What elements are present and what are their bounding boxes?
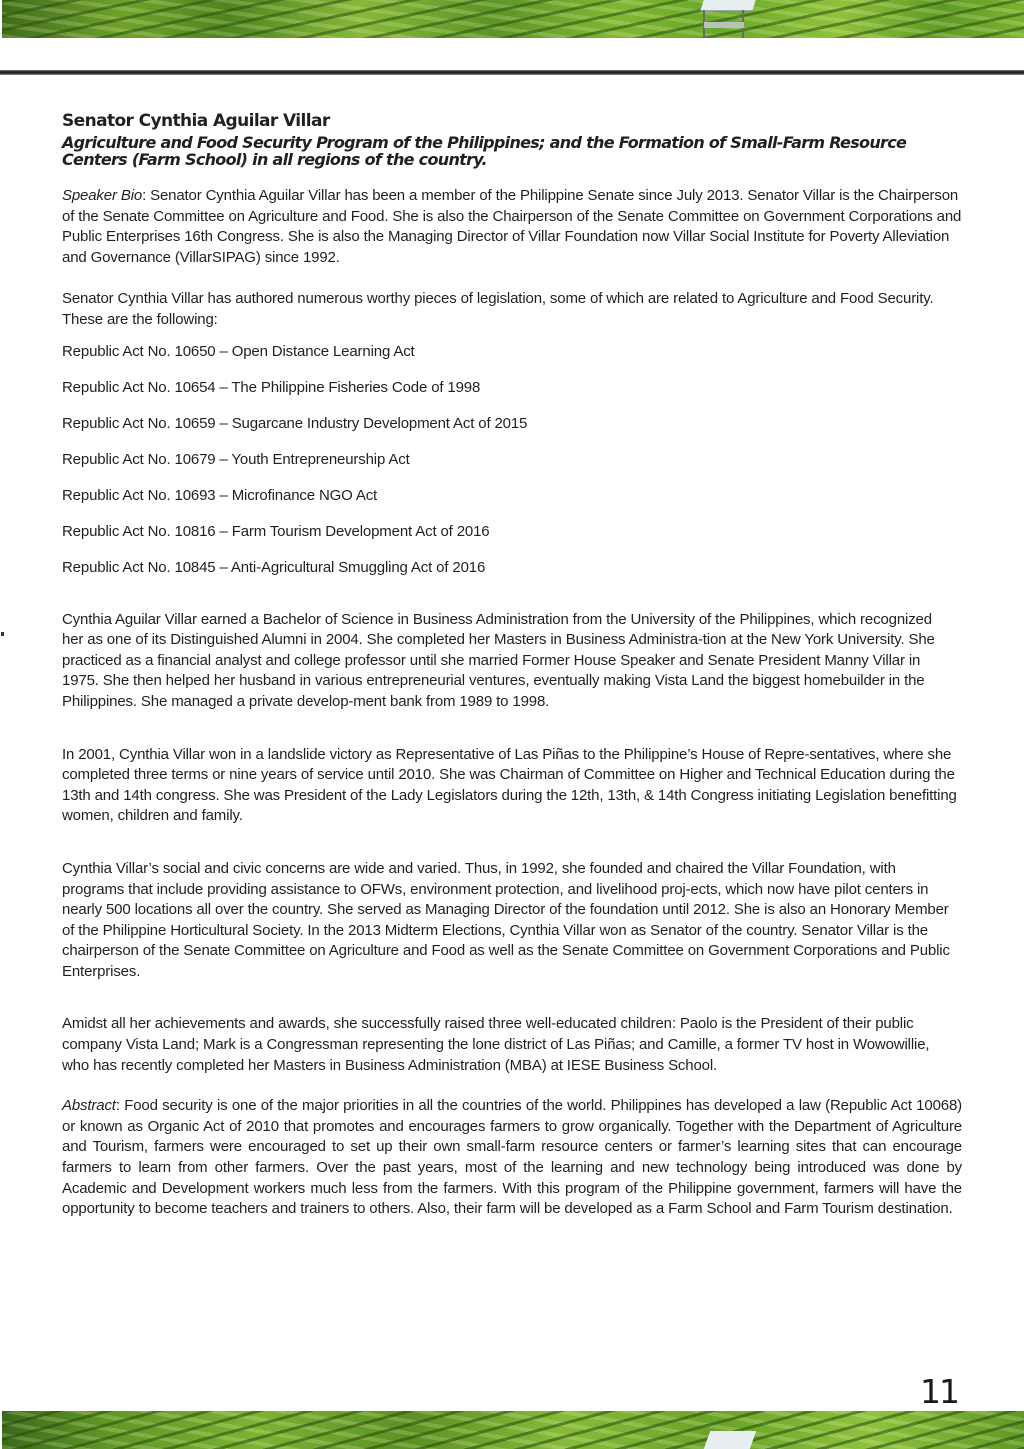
page-content	[62, 110, 962, 1220]
speaker-bio-intro	[62, 186, 962, 268]
legislation-item: Republic Act No. 10693 – Microfinance NGO Act	[62, 486, 378, 504]
legislation-item: Republic Act No. 10659 – Sugarcane Industry Development Act of 2015	[62, 414, 528, 432]
header-divider	[0, 70, 1024, 75]
abstract	[62, 1096, 962, 1220]
bio-paragraph-civic: Cynthia Villar’s social and civic concerns are wide and varied. Thus, in 1992, she founded and chaired the Villar Foundation, with programs that include providing assistance to OFWs, environment protection, and livelihood proj-ects, which now have pilot centers in nearly 500 locations all over the country. She served as Managing Director of the foundation until 2012. She is also an Honorary Member of the Philippine Horticultural Society. In the 2013 Midterm Elections, Cynthia Villar won as Senator of the country. Senator Villar is the chairperson of the Senate Committee on Agriculture and Food as well as the Senate Committee on Government Corporations and Public Enterprises.	[62, 859, 950, 980]
hut-roof-graphic	[704, 1431, 757, 1449]
speaker-bio-text: : Senator Cynthia Aguilar Villar has been a member of the Philippine Senate since July 2013. Senator Villar is the Chairperson of the Senate Committee on Agriculture and Food. She is also the Chairperson of the Senate Committee on Government Corporations and Public Enterprises 16th Congress. She is also the Managing Director of Villar Foundation now Villar Social Institute for Poverty Alleviation and Governance (VillarSIPAG) since 1992.	[62, 187, 962, 266]
speaker-bio-label: Speaker Bio	[62, 187, 143, 204]
talk-title: Agriculture and Food Security Program of the Philippines; and the Formation of Small-Farm Resource Centers (Farm School) in all regions of the country.	[62, 133, 907, 169]
legislation-item: Republic Act No. 10654 – The Philippine Fisheries Code of 1998	[62, 378, 481, 396]
bio-paragraph-family: Amidst all her achievements and awards, she successfully raised three well-educated children: Paolo is the President of their public company Vista Land; Mark is a Congressman representing the lone district of Las Piñas; and Camille, a former TV host in Wowowillie, who has recently completed her Masters in Business Administration (MBA) at IESE Business School.	[62, 1015, 930, 1074]
footer-banner-image	[2, 1411, 1024, 1449]
speaker-name: Senator Cynthia Aguilar Villar	[62, 111, 330, 131]
legislation-item: Republic Act No. 10845 – Anti-Agricultural Smuggling Act of 2016	[62, 558, 486, 576]
legislation-list	[62, 342, 962, 578]
abstract-label: Abstract	[62, 1097, 116, 1115]
legislation-item: Republic Act No. 10650 – Open Distance Learning Act	[62, 342, 415, 360]
legislation-item: Republic Act No. 10679 – Youth Entrepreneurship Act	[62, 450, 410, 468]
legislation-item: Republic Act No. 10816 – Farm Tourism Development Act of 2016	[62, 522, 490, 540]
header-banner-image	[2, 0, 1024, 38]
hut-roof-graphic	[700, 0, 756, 11]
page-number: 11	[920, 1372, 958, 1411]
bio-paragraph-education: Cynthia Aguilar Villar earned a Bachelor of Science in Business Administration from the University of the Philippines, which recognized her as one of its Distinguished Alumni in 2004. She completed her Masters in Business Administra-tion at the New York University. She practiced as a financial analyst and college professor until she married Former House Speaker and Senate President Manny Villar in 1975. She then helped her husband in various entrepreneurial ventures, eventually making Vista Land the biggest homebuilder in the Philippines. She managed a private develop-ment bank from 1989 to 1998.	[62, 610, 935, 710]
abstract-text: : Food security is one of the major priorities in all the countries of the world. Philippines has developed a law (Republic Act 10068) or known as Organic Act of 2010 that promotes and encourages farmers to grow organically. Together with the Department of Agriculture and Tourism, farmers were encouraged to set up their own small-farm resource centers or farmer’s learning sites that can encourage farmers to learn from other farmers. Over the past years, most of the learning and new technology being introduced was done by Academic and Development workers much less from the farmers. With this program of the Philippine government, farmers will have the opportunity to become teachers and trainers to others. Also, their farm will be developed as a Farm School and Farm Tourism destination.	[62, 1097, 962, 1218]
bio-paragraph-congress: In 2001, Cynthia Villar won in a landslide victory as Representative of Las Piñas to the Philippine’s House of Repre-sentatives, where she completed three terms or nine years of service until 2010. She was Chairman of Committee on Higher and Technical Education during the 13th and 14th congress. She was President of the Lady Legislators during the 12th, 13th, & 14th Congress initiating Legislation benefitting women, children and family.	[62, 745, 957, 825]
legislation-intro: Senator Cynthia Villar has authored numerous worthy pieces of legislation, some of which are related to Agriculture and Food Security. These are the following:	[62, 290, 934, 328]
margin-mark	[1, 632, 4, 636]
hut-floor-graphic	[704, 22, 744, 28]
